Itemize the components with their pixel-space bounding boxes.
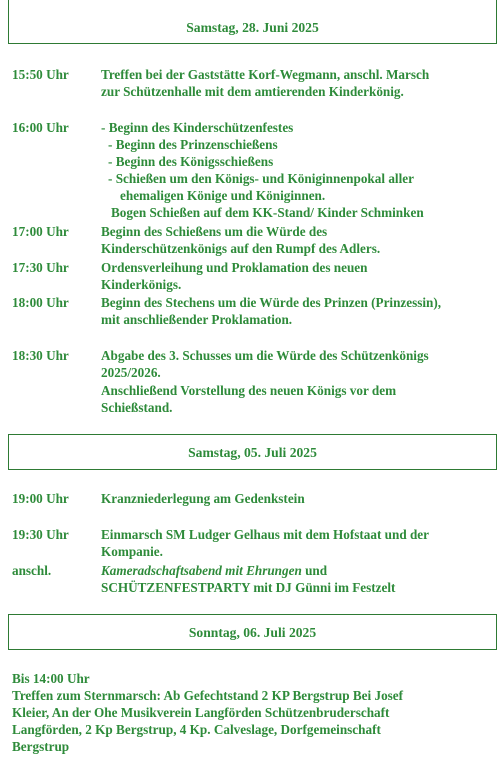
entry-text: Kinderkönigs. <box>101 277 182 292</box>
entry-text: - Beginn des Kinderschützenfestes <box>101 120 294 135</box>
entry-text: Anschließend Vorstellung des neuen Königs vor dem <box>101 383 397 398</box>
entry-text: zur Schützenhalle mit dem amtierenden Kinderkönig. <box>101 84 404 99</box>
entry-text: Kleier, An der Ohe Musikverein Langförden Schützenbruderschaft <box>12 705 390 720</box>
entry-text: Abgabe des 3. Schusses um die Würde des Schützenkönigs <box>101 348 429 363</box>
entry-time: 18:00 Uhr <box>12 295 69 310</box>
entry-time: 17:00 Uhr <box>12 224 69 239</box>
date-header-june-28: Samstag, 28. Juni 2025 <box>8 0 497 44</box>
date-header-july-06: Sonntag, 06. Juli 2025 <box>8 614 497 650</box>
entry-text: SCHÜTZENFESTPARTY mit DJ Günni im Festzelt <box>101 580 396 595</box>
entry-text: Ordensverleihung und Proklamation des neuen <box>101 260 368 275</box>
entry-time: Bis 14:00 Uhr <box>12 671 90 686</box>
entry-text: Kinderschützenkönigs auf den Rumpf des Adlers. <box>101 241 381 256</box>
entry-text: ehemaligen Könige und Königinnen. <box>120 188 326 203</box>
entry-text: 2025/2026. <box>101 365 161 380</box>
entry-time: 19:00 Uhr <box>12 491 69 506</box>
entry-text: Beginn des Schießens um die Würde des <box>101 224 328 239</box>
entry-text: - Beginn des Prinzenschießens <box>108 137 278 152</box>
entry-time: 16:00 Uhr <box>12 120 69 135</box>
entry-text: - Schießen um den Königs- und Königinnenpokal aller <box>108 171 414 186</box>
entry-text: Treffen zum Sternmarsch: Ab Gefechtstand 2 KP Bergstrup Bei Josef <box>12 688 404 703</box>
entry-text: Beginn des Stechens um die Würde des Prinzen (Prinzessin), <box>101 295 442 310</box>
entry-text: und <box>301 563 328 578</box>
entry-text: Einmarsch SM Ludger Gelhaus mit dem Hofstaat und der <box>101 527 430 542</box>
entry-time: 19:30 Uhr <box>12 527 69 542</box>
entry-text: - Beginn des Königsschießens <box>108 154 274 169</box>
date-header-july-05: Samstag, 05. Juli 2025 <box>8 434 497 470</box>
entry-time: 17:30 Uhr <box>12 260 69 275</box>
entry-time: 15:50 Uhr <box>12 67 69 82</box>
entry-time: anschl. <box>12 563 52 578</box>
sunday-details <box>12 670 498 755</box>
entry-text: Kompanie. <box>101 544 163 559</box>
entry-text: Schießstand. <box>101 400 173 415</box>
entry-text: Kranzniederlegung am Gedenkstein <box>101 491 305 506</box>
entry-text: Bergstrup <box>12 739 70 754</box>
entry-text: Treffen bei der Gaststätte Korf-Wegmann, anschl. Marsch <box>101 67 430 82</box>
entry-time: 18:30 Uhr <box>12 348 69 363</box>
entry-text: Langförden, 2 Kp Bergstrup, 4 Kp. Calveslage, Dorfgemeinschaft <box>12 722 381 737</box>
entry-text-italic: Kameradschaftsabend mit Ehrungen <box>101 563 302 578</box>
entry-text: mit anschließender Proklamation. <box>101 312 293 327</box>
entry-text: Bogen Schießen auf dem KK-Stand/ Kinder Schminken <box>111 205 424 220</box>
